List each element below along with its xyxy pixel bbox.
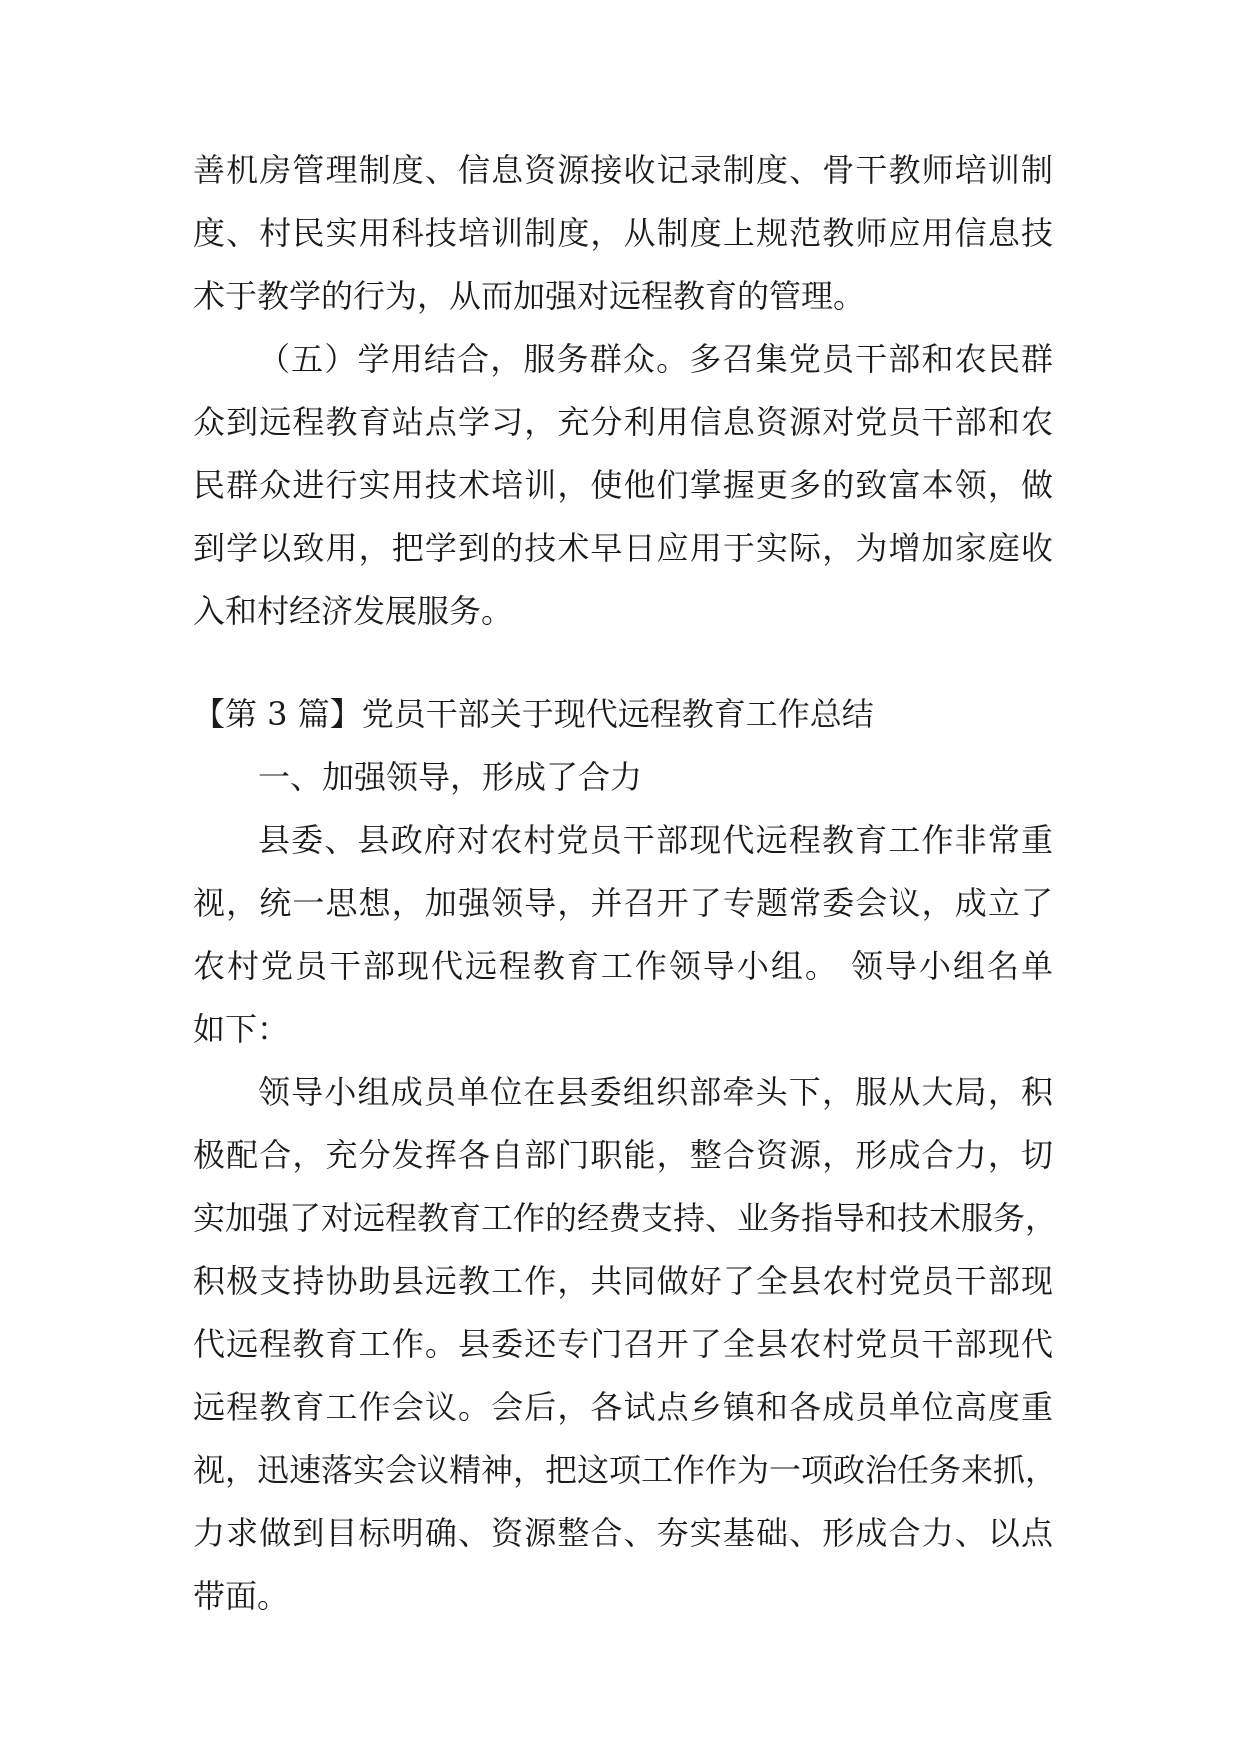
paragraph-line: 视，统一思想，加强领导，并召开了专题常委会议，成立了: [193, 884, 1053, 922]
paragraph-line: 善机房管理制度、信息资源接收记录制度、骨干教师培训制: [193, 151, 1053, 189]
paragraph-line: 极配合，充分发挥各自部门职能，整合资源，形成合力，切: [193, 1136, 1053, 1174]
paragraph-line: 术于教学的行为，从而加强对远程教育的管理。: [193, 277, 866, 315]
paragraph-line: 度、村民实用科技培训制度，从制度上规范教师应用信息技: [193, 214, 1053, 252]
paragraph-line: 农村党员干部现代远程教育工作领导小组。 领导小组名单: [193, 947, 1053, 985]
paragraph-line: 民群众进行实用技术培训，使他们掌握更多的致富本领，做: [193, 466, 1053, 504]
paragraph-line: 领导小组成员单位在县委组织部牵头下，服从大局，积: [258, 1073, 1053, 1111]
paragraph-line: 县委、县政府对农村党员干部现代远程教育工作非常重: [258, 821, 1053, 859]
section-heading: 一、加强领导，形成了合力: [258, 758, 643, 796]
paragraph-line: 众到远程教育站点学习，充分利用信息资源对党员干部和农: [193, 403, 1053, 441]
paragraph-line: 视，迅速落实会议精神，把这项工作作为一项政治任务来抓，: [193, 1451, 1058, 1489]
paragraph-line: （五）学用结合，服务群众。多召集党员干部和农民群: [258, 340, 1053, 378]
paragraph-line: 如下：: [193, 1010, 290, 1048]
paragraph-line: 积极支持协助县远教工作，共同做好了全县农村党员干部现: [193, 1262, 1053, 1300]
paragraph-line: 带面。: [193, 1577, 290, 1615]
paragraph-line: 入和村经济发展服务。: [193, 592, 514, 630]
paragraph-line: 力求做到目标明确、资源整合、夯实基础、形成合力、以点: [193, 1514, 1053, 1552]
paragraph-line: 到学以致用，把学到的技术早日应用于实际，为增加家庭收: [193, 529, 1053, 567]
paragraph-line: 实加强了对远程教育工作的经费支持、业务指导和技术服务，: [193, 1199, 1058, 1237]
article-title: 【第 3 篇】党员干部关于现代远程教育工作总结: [193, 695, 874, 733]
paragraph-line: 远程教育工作会议。会后，各试点乡镇和各成员单位高度重: [193, 1388, 1053, 1426]
paragraph-line: 代远程教育工作。县委还专门召开了全县农村党员干部现代: [193, 1325, 1053, 1363]
